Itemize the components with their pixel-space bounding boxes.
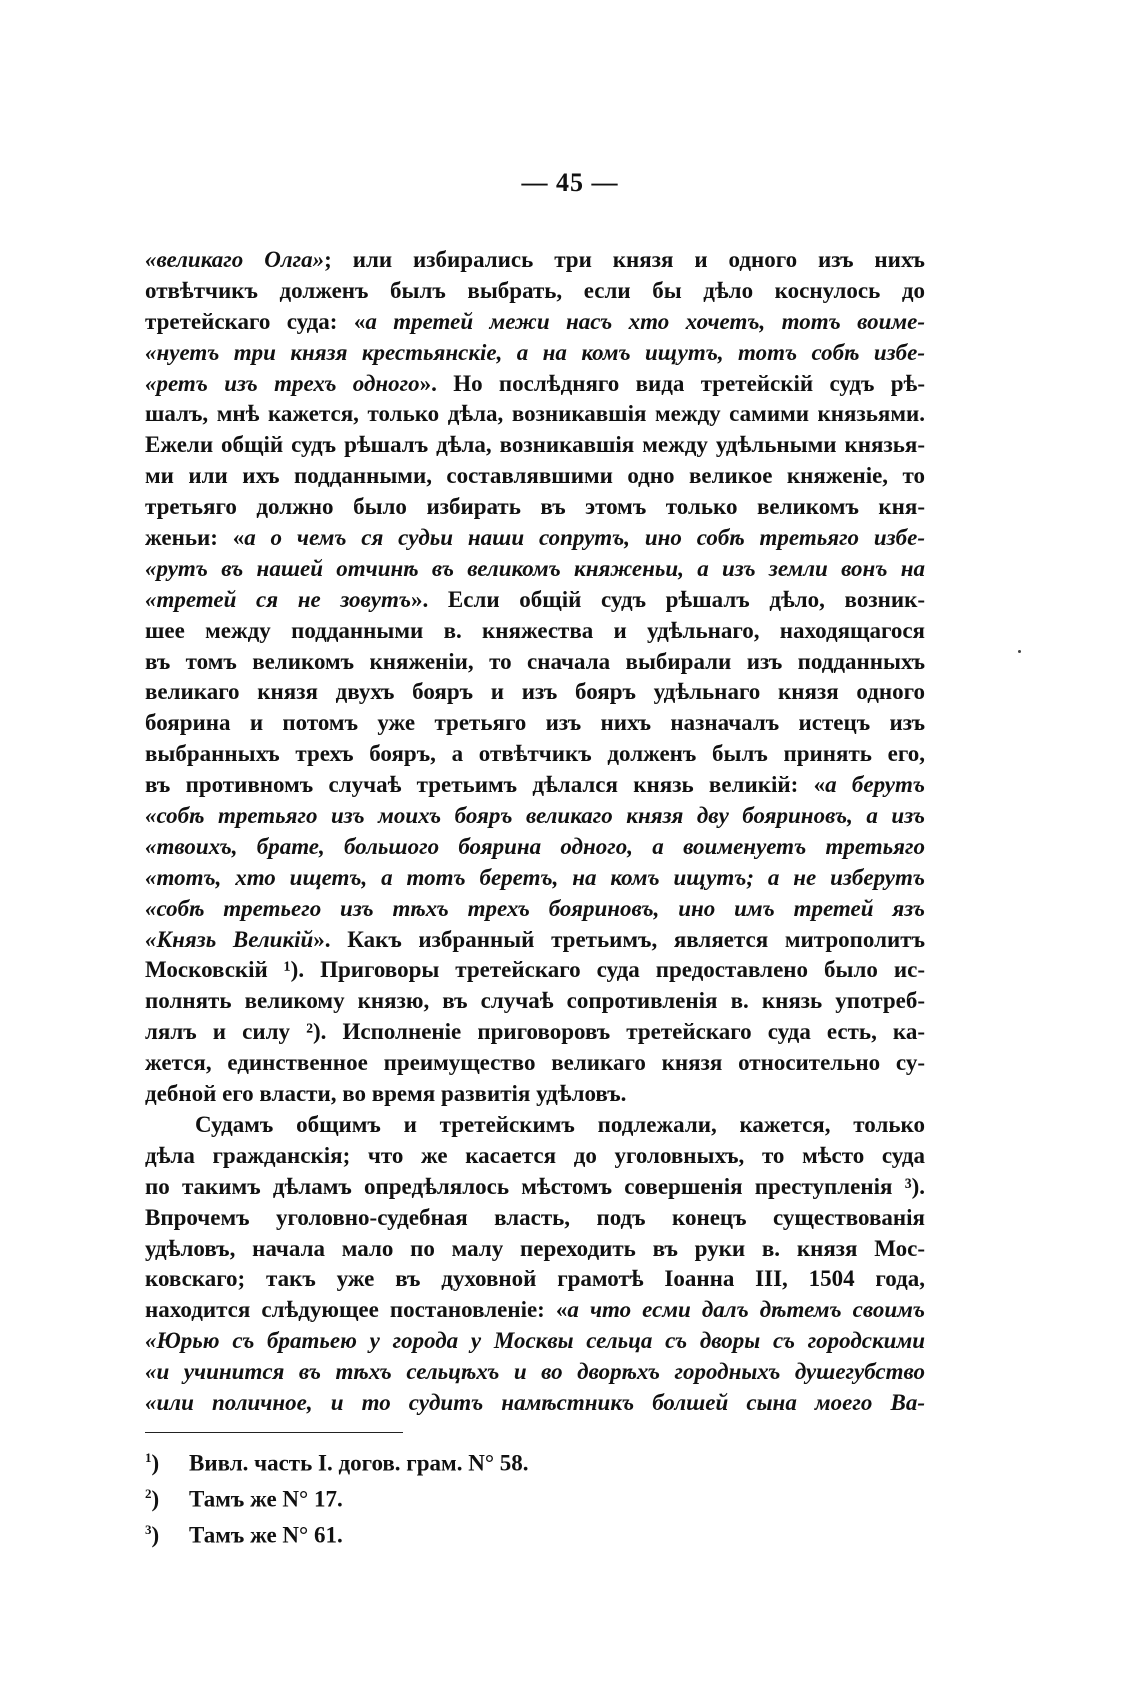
text-line	[145, 616, 925, 647]
footnote-number: 2	[145, 1486, 152, 1501]
quote-segment: а третей межи насъ хто хочетъ, тотъ воиме-	[365, 308, 925, 334]
quote-segment: «или поличное, и то судитъ намѣстникъ болшей сына моего Ва-	[145, 1389, 925, 1415]
text-line	[145, 1388, 925, 1419]
quote-segment: «великаго Олга»	[145, 247, 325, 272]
text-line	[145, 1326, 925, 1357]
text-line	[145, 739, 925, 770]
text-segment: ковскаго; такъ уже въ духовной грамотѣ Іоанна III, 1504 года,	[145, 1266, 925, 1292]
text-line	[145, 801, 925, 832]
text-line	[145, 925, 925, 956]
footnote-text: Вивл. часть I. догов. грам. N° 58.	[189, 1450, 529, 1476]
text-line	[145, 863, 925, 894]
quote-segment: «рутъ въ нашей отчинѣ въ великомъ княженьи, а изъ земли вонъ на	[145, 555, 925, 581]
text-segment: дебной его власти, во время развитія удѣловъ.	[145, 1081, 627, 1107]
text-segment: ». Если общій судъ рѣшалъ дѣло, возник-	[411, 586, 925, 612]
footnote-text: Тамъ же N° 17.	[189, 1486, 343, 1512]
footnote-number: 1	[145, 1450, 152, 1465]
text-segment: полнять великому князю, въ случаѣ сопротивленія в. князь употреб-	[145, 988, 925, 1014]
text-line	[145, 1172, 925, 1203]
text-line	[145, 1079, 925, 1110]
text-segment: третейскаго суда: «	[145, 308, 366, 334]
text-segment: отвѣтчикъ долженъ былъ выбрать, если бы дѣло коснулось до	[145, 277, 925, 303]
text-segment: по такимъ дѣламъ опредѣлялось мѣстомъ совершенія преступленія ³).	[145, 1173, 925, 1199]
quote-segment: «твоихъ, брате, большого боярина одного, а воименуетъ третьяго	[145, 833, 925, 859]
quote-segment: «третей ся не зовутъ	[145, 586, 412, 612]
footnote-rule	[145, 1432, 403, 1433]
text-segment: ». Но послѣдняго вида третейскій судъ рѣ-	[419, 370, 925, 396]
text-line	[145, 1141, 925, 1172]
footnote	[145, 1440, 745, 1476]
text-line	[145, 1264, 925, 1295]
page-number: — 45 —	[521, 168, 619, 197]
text-line	[145, 1357, 925, 1388]
text-line	[145, 1110, 925, 1141]
quote-segment: «ретъ изъ трехъ одного	[145, 370, 420, 396]
text-segment: лялъ и силу ²). Исполненіе приговоровъ третейскаго суда есть, ка-	[145, 1019, 925, 1045]
quote-segment: «Князь Великій	[145, 926, 314, 952]
footnotes	[145, 1440, 745, 1548]
footnote-marker: $^1$)	[145, 1450, 160, 1476]
text-segment: въ противномъ случаѣ третьимъ дѣлался князь великій: «	[145, 772, 826, 798]
quote-segment: «Юрью съ братьею у города у Москвы сельца съ дворы съ городскими	[145, 1328, 925, 1354]
text-segment: великаго князя двухъ бояръ и изъ бояръ удѣльнаго князя одного	[145, 679, 925, 705]
text-line	[145, 894, 925, 925]
text-line	[145, 307, 925, 338]
text-line	[145, 523, 925, 554]
text-segment: жется, единственное преимущество великаго князя относительно су-	[145, 1050, 925, 1076]
footnote-marker: $^3$)	[145, 1522, 160, 1548]
text-segment: ». Какъ избранный третьимъ, является митрополитъ	[313, 926, 925, 952]
text-line	[145, 986, 925, 1017]
text-segment: Впрочемъ уголовно-судебная власть, подъ конецъ существованія	[145, 1204, 925, 1230]
quote-segment: «тотъ, хто ищетъ, а тотъ беретъ, на комъ ищутъ; а не изберутъ	[145, 864, 925, 890]
text-segment: Ежели общій судъ рѣшалъ дѣла, возникавшія между удѣльными князья-	[145, 432, 925, 458]
text-line	[145, 554, 925, 585]
text-segment: Московскій ¹). Приговоры третейскаго суда предоставлено было ис-	[145, 957, 925, 983]
text-line	[145, 461, 925, 492]
text-segment: шее между подданными в. княжества и удѣльнаго, находящагося	[145, 617, 925, 643]
text-segment: боярина и потомъ уже третьяго изъ нихъ назначалъ истецъ изъ	[145, 710, 925, 736]
quote-segment: «нуетъ три князя крестьянскіе, а на комъ ищутъ, тотъ собѣ избе-	[145, 339, 925, 365]
text-line	[145, 677, 925, 708]
text-segment: выбранныхъ трехъ бояръ, а отвѣтчикъ долженъ былъ принять его,	[145, 741, 925, 767]
text-line	[145, 1295, 925, 1326]
text-segment: находится слѣдующее постановленіе: «	[145, 1297, 568, 1323]
text-line	[145, 585, 925, 616]
text-segment: въ томъ великомъ княженіи, то сначала выбирали изъ подданныхъ	[145, 648, 925, 674]
text-line	[145, 1017, 925, 1048]
quote-segment: а о чемъ ся судьи наши сопрутъ, ино собѣ третьяго избе-	[244, 525, 925, 551]
footnote	[145, 1476, 745, 1512]
text-segment: шалъ, мнѣ кажется, только дѣла, возникавшія между самими князьями.	[145, 401, 925, 427]
text-segment: удѣловъ, начала мало по малу переходить въ руки в. князя Мос-	[145, 1235, 925, 1261]
text-segment: третьяго должно было избирать въ этомъ только великомъ кня-	[145, 494, 925, 520]
text-line	[145, 369, 925, 400]
quote-segment: «собѣ третьяго изъ моихъ бояръ великаго князя дву бояриновъ, а изъ	[145, 803, 925, 829]
text-segment: Судамъ общимъ и третейскимъ подлежали, кажется, только	[195, 1111, 925, 1137]
quote-segment: «и учинится въ тѣхъ сельцѣхъ и во дворѣхъ городныхъ душегубство	[145, 1359, 925, 1385]
quote-segment: «собѣ третьего изъ тѣхъ трехъ бояриновъ, ино имъ третей язъ	[145, 895, 925, 921]
text-line	[145, 492, 925, 523]
text-line	[145, 276, 925, 307]
footnote-marker: $^2$)	[145, 1486, 160, 1512]
text-line	[145, 245, 925, 276]
text-segment: ми или ихъ подданными, составлявшими одно великое княженіе, то	[145, 463, 925, 489]
body-text	[145, 245, 925, 1419]
text-line	[145, 430, 925, 461]
quote-segment: а что есми далъ дѣтемъ своимъ	[567, 1297, 925, 1323]
text-line	[145, 1203, 925, 1234]
footnote	[145, 1512, 745, 1548]
text-segment: ; или избирались три князя и одного изъ нихъ	[324, 247, 925, 272]
text-line	[145, 955, 925, 986]
text-line	[145, 399, 925, 430]
text-line	[145, 1048, 925, 1079]
footnote-text: Тамъ же N° 61.	[189, 1522, 343, 1548]
text-line	[145, 338, 925, 369]
margin-mark	[1018, 650, 1021, 653]
footnote-number: 3	[145, 1522, 152, 1537]
text-line	[145, 1234, 925, 1265]
text-line	[145, 832, 925, 863]
quote-segment: а берутъ	[825, 772, 925, 798]
text-segment: дѣла гражданскія; что же касается до уголовныхъ, то мѣсто суда	[145, 1142, 925, 1168]
text-line	[145, 647, 925, 678]
text-line	[145, 708, 925, 739]
text-line	[145, 770, 925, 801]
text-segment: женьи: «	[145, 525, 245, 551]
